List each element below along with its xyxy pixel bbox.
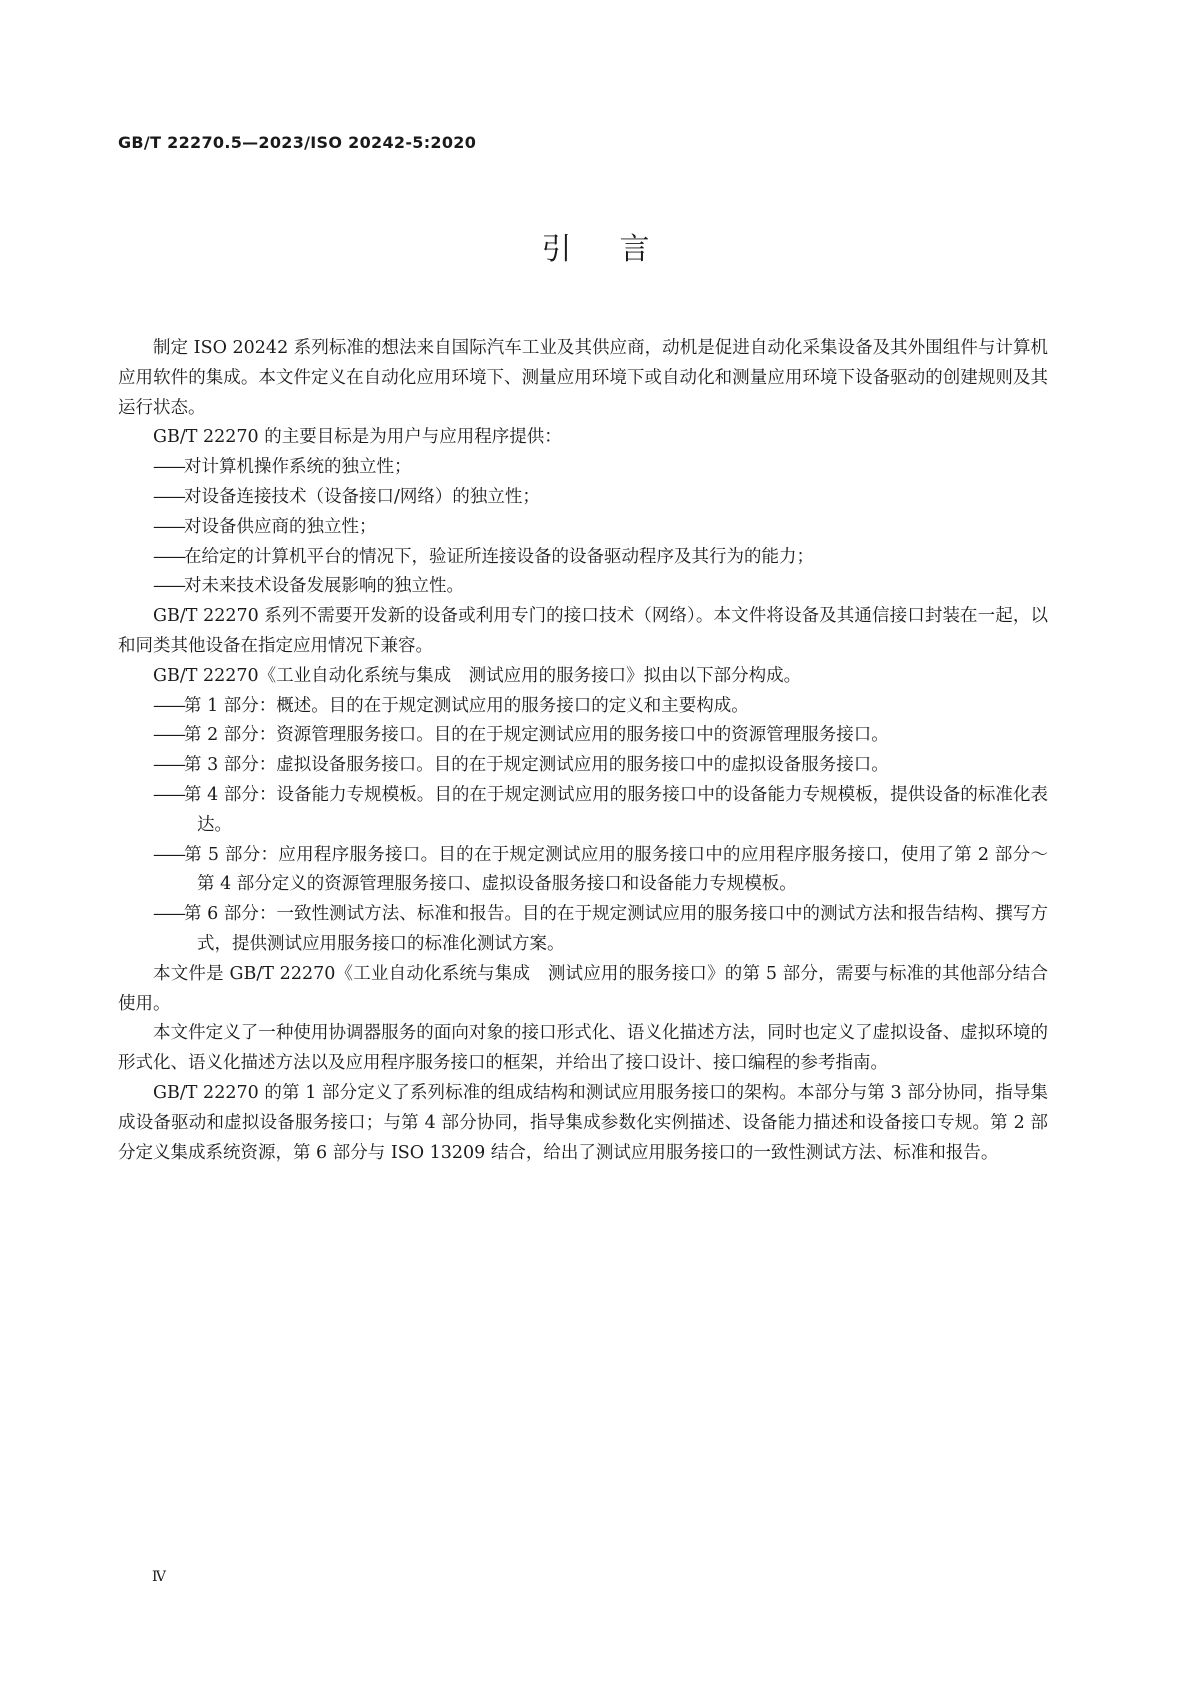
part-list-item: ——第 3 部分：虚拟设备服务接口。目的在于规定测试应用的服务接口中的虚拟设备服务接口。 (153, 755, 889, 776)
paragraph-6: 本文件定义了一种使用协调器服务的面向对象的接口形式化、语义化描述方法，同时也定义了虚拟设备、虚拟环境的形式化、语义化描述方法以及应用程序服务接口的框架，并给出了接口设计、接口编程的参考指南。 (118, 1023, 1048, 1074)
introduction-body (118, 334, 1048, 1168)
part-list-item: ——第 1 部分：概述。目的在于规定测试应用的服务接口的定义和主要构成。 (153, 695, 749, 716)
list-item: ——对设备供应商的独立性； (153, 516, 377, 537)
part-list-item: ——第 2 部分：资源管理服务接口。目的在于规定测试应用的服务接口中的资源管理服务接口。 (153, 725, 889, 746)
paragraph-2: GB/T 22270 的主要目标是为用户与应用程序提供： (153, 427, 562, 448)
paragraph-7: GB/T 22270 的第 1 部分定义了系列标准的组成结构和测试应用服务接口的架构。本部分与第 3 部分协同，指导集成设备驱动和虚拟设备服务接口；与第 4 部分协同，指导集成参数化实例描述、设备能力描述和设备接口专规。第 2 部分定义集成系统资源，第 6 部分与 ISO 13209 结合，给出了测试应用服务接口的一致性测试方法、标准和报告。 (118, 1082, 1048, 1163)
list-item: ——对设备连接技术（设备接口/网络）的独立性； (153, 486, 540, 507)
list-item: ——对未来技术设备发展影响的独立性。 (153, 576, 464, 597)
paragraph-1: 制定 ISO 20242 系列标准的想法来自国际汽车工业及其供应商，动机是促进自动化采集设备及其外围组件与计算机应用软件的集成。本文件定义在自动化应用环境下、测量应用环境下或自动化和测量应用环境下设备驱动的创建规则及其运行状态。 (118, 338, 1048, 418)
paragraph-4: GB/T 22270《工业自动化系统与集成 测试应用的服务接口》拟由以下部分构成。 (153, 665, 802, 686)
page-number: Ⅳ (152, 1569, 166, 1585)
list-item: ——对计算机操作系统的独立性； (153, 457, 412, 478)
paragraph-5: 本文件是 GB/T 22270《工业自动化系统与集成 测试应用的服务接口》的第 5 部分，需要与标准的其他部分结合使用。 (118, 963, 1048, 1014)
paragraph-3: GB/T 22270 系列不需要开发新的设备或利用专门的接口技术（网络）。本文件将设备及其通信接口封装在一起，以和同类其他设备在指定应用情况下兼容。 (118, 606, 1048, 656)
part-list-item: ——第 4 部分：设备能力专规模板。目的在于规定测试应用的服务接口中的设备能力专规模板，提供设备的标准化表达。 (153, 784, 1048, 835)
part-list-item: ——第 5 部分：应用程序服务接口。目的在于规定测试应用的服务接口中的应用程序服务接口，使用了第 2 部分～第 4 部分定义的资源管理服务接口、虚拟设备服务接口和设备能力专规模板。 (153, 844, 1048, 895)
section-title: 引言 (541, 232, 698, 267)
list-item: ——在给定的计算机平台的情况下，验证所连接设备的设备驱动程序及其行为的能力； (153, 546, 814, 567)
standard-code-header: GB/T 22270.5—2023/ISO 20242-5:2020 (118, 133, 477, 152)
part-list-item: ——第 6 部分：一致性测试方法、标准和报告。目的在于规定测试应用的服务接口中的测试方法和报告结构、撰写方式，提供测试应用服务接口的标准化测试方案。 (153, 904, 1048, 954)
